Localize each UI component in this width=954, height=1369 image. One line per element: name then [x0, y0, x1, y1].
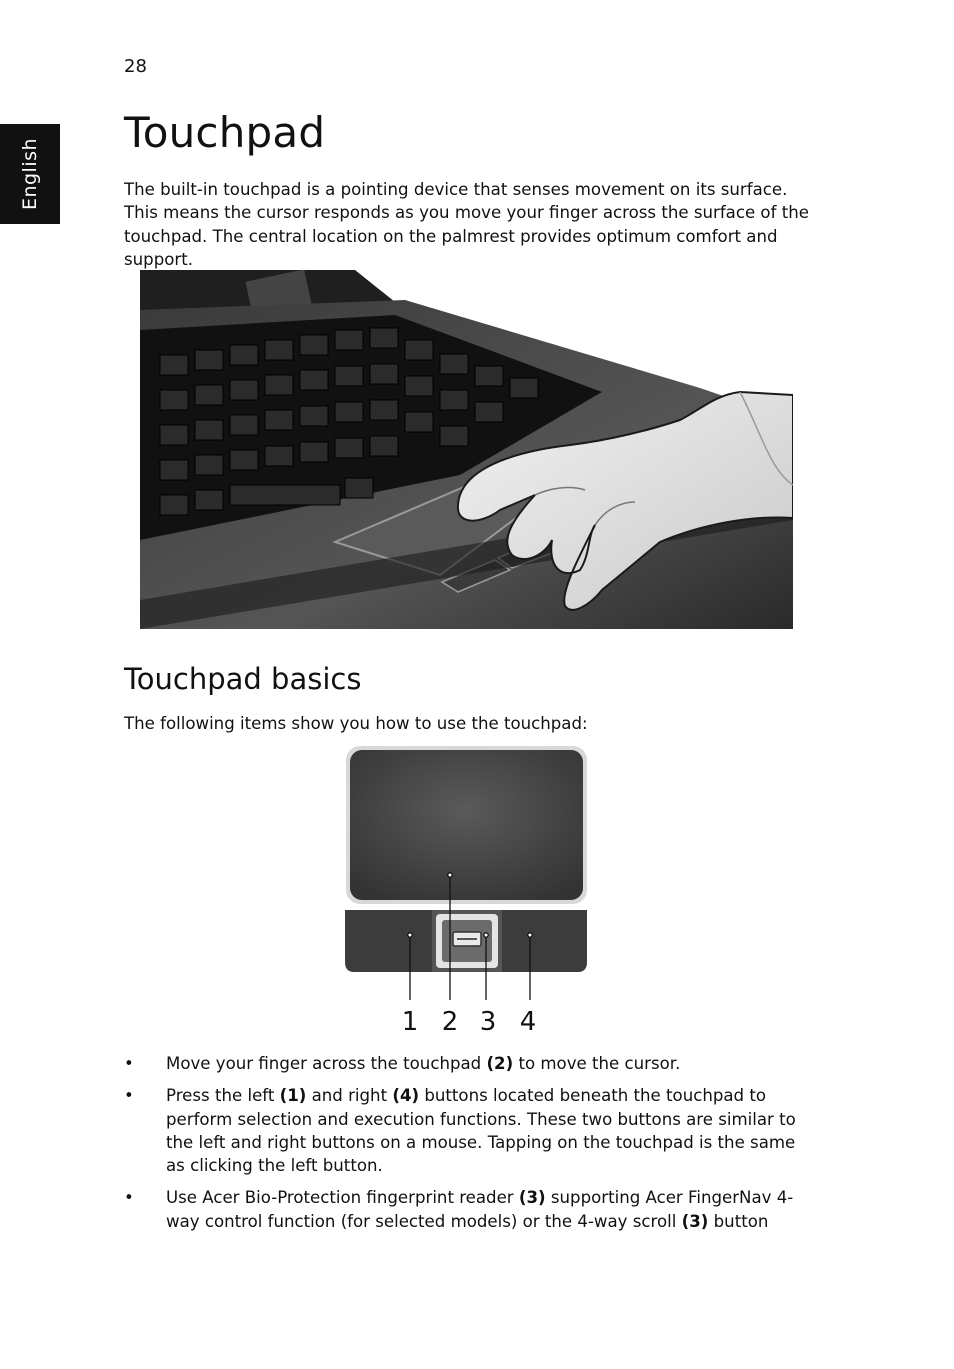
laptop-touchpad-photo	[140, 270, 793, 629]
intro-paragraph: The built-in touchpad is a pointing device that senses movement on its surface. This means the cursor responds as you move your finger across the surface of the touchpad. The central location on the palmrest provides optimum comfort and support.	[124, 180, 809, 269]
laptop-illustration	[140, 270, 793, 629]
language-side-tab-label: English	[19, 137, 42, 211]
list-item: • Move your finger across the touchpad (2) to move the cursor.	[124, 1052, 814, 1075]
page-number: 28	[124, 56, 147, 77]
left-button	[345, 910, 432, 972]
section-heading: Touchpad basics	[124, 662, 362, 696]
touchpad-diagram	[340, 742, 595, 1040]
bullet-icon: •	[124, 1086, 134, 1106]
language-side-tab	[0, 124, 60, 224]
callout-2: 2	[441, 1007, 459, 1037]
callout-1: 1	[401, 1007, 419, 1037]
bullet-icon: •	[124, 1188, 134, 1208]
usage-bullet-list	[124, 1052, 814, 1242]
list-item: • Press the left (1) and right (4) buttons located beneath the touchpad to perform selection and execution functions. These two buttons are similar to the left and right buttons on a mouse. Tapping on the touchpad is the same as clicking the left button.	[124, 1086, 796, 1176]
right-button	[502, 910, 587, 972]
touchpad-surface	[350, 750, 583, 900]
section-lead: The following items show you how to use the touchpad:	[124, 714, 588, 733]
bullet-icon: •	[124, 1054, 134, 1073]
touchpad-diagram-svg	[340, 742, 595, 1040]
callout-4: 4	[519, 1007, 537, 1037]
page-title: Touchpad	[124, 108, 326, 157]
callout-3: 3	[479, 1007, 497, 1037]
list-item: • Use Acer Bio-Protection fingerprint reader (3) supporting Acer FingerNav 4-way control function (for selected models) or the 4-way scroll (3) button	[124, 1188, 794, 1231]
